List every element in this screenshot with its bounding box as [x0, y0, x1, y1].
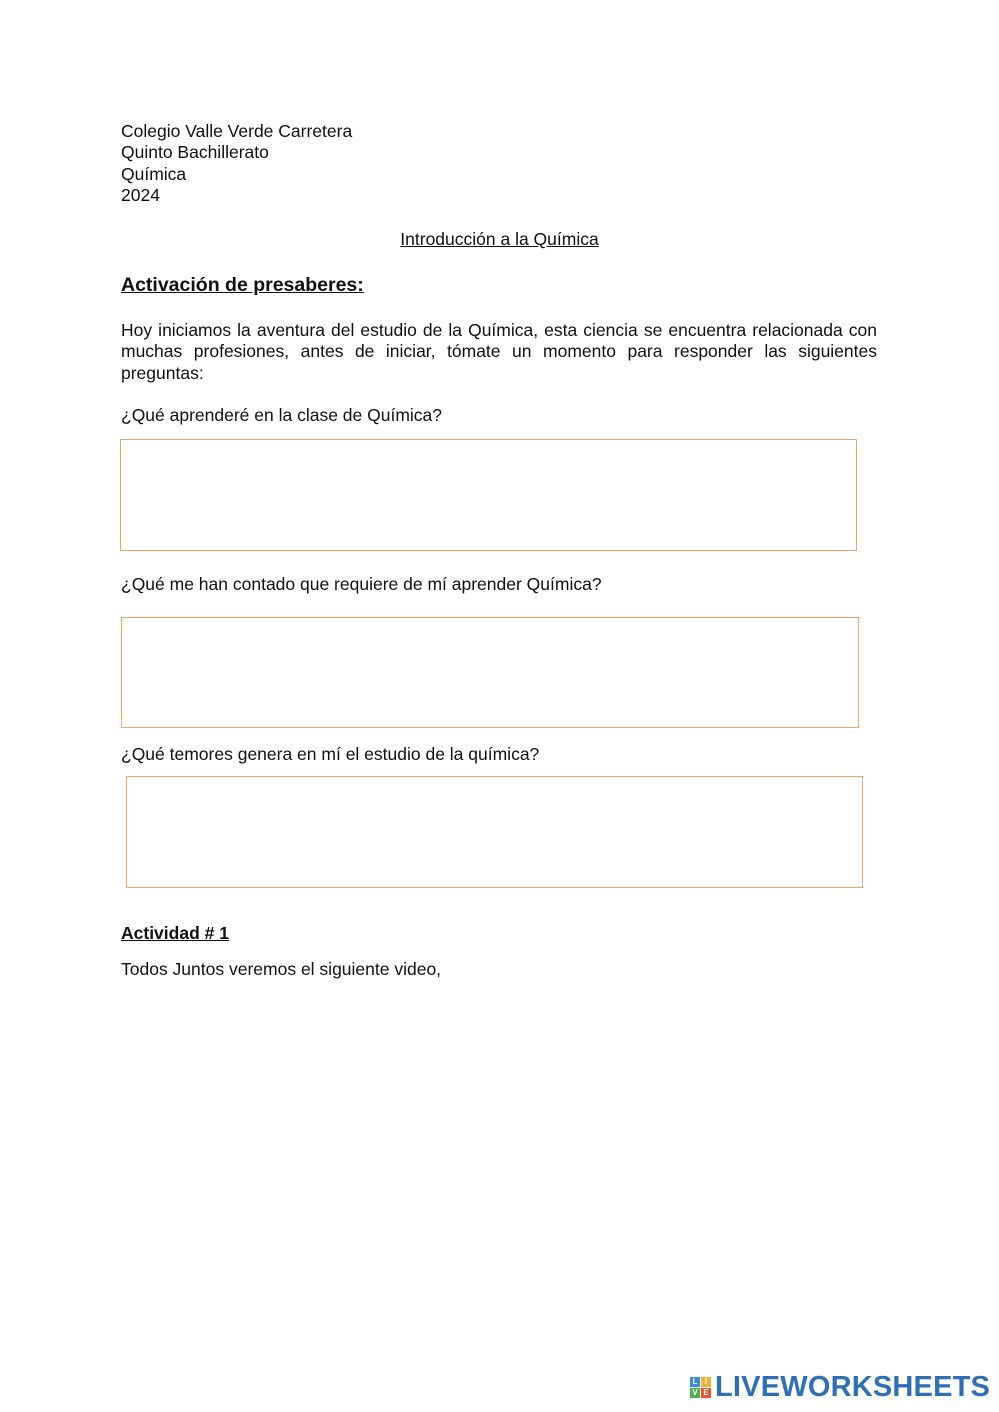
- question-2: ¿Qué me han contado que requiere de mí aprender Química?: [121, 574, 602, 594]
- answer-box-2[interactable]: [121, 617, 859, 728]
- liveworksheets-logo-icon: [690, 1377, 711, 1398]
- question-1: ¿Qué aprenderé en la clase de Química?: [121, 405, 443, 425]
- document-title: Introducción a la Química: [400, 229, 599, 249]
- school-header: [121, 121, 352, 206]
- logo-tile: V: [690, 1388, 700, 1398]
- subject-name: Química: [121, 163, 187, 184]
- answer-box-3[interactable]: [126, 776, 863, 888]
- liveworksheets-brand[interactable]: [690, 1370, 990, 1404]
- activity-text: Todos Juntos veremos el siguiente video,: [121, 959, 442, 979]
- brand-name: LIVEWORKSHEETS: [715, 1371, 991, 1403]
- intro-paragraph: Hoy iniciamos la aventura del estudio de la Química, esta ciencia se encuentra relacionada con muchas profesiones, antes de iniciar, tómate un momento para responder las siguientes preguntas:: [121, 320, 877, 383]
- school-year: 2024: [121, 184, 160, 205]
- section-heading-presaberes: Activación de presaberes:: [121, 274, 364, 296]
- activity-heading: Actividad # 1: [121, 923, 229, 943]
- logo-tile: E: [701, 1388, 711, 1398]
- grade-level: Quinto Bachillerato: [121, 142, 269, 163]
- logo-tile: L: [690, 1377, 700, 1387]
- school-name: Colegio Valle Verde Carretera: [121, 121, 353, 141]
- answer-box-1[interactable]: [120, 439, 857, 551]
- question-3: ¿Qué temores genera en mí el estudio de la química?: [121, 744, 540, 764]
- logo-tile: I: [701, 1377, 711, 1387]
